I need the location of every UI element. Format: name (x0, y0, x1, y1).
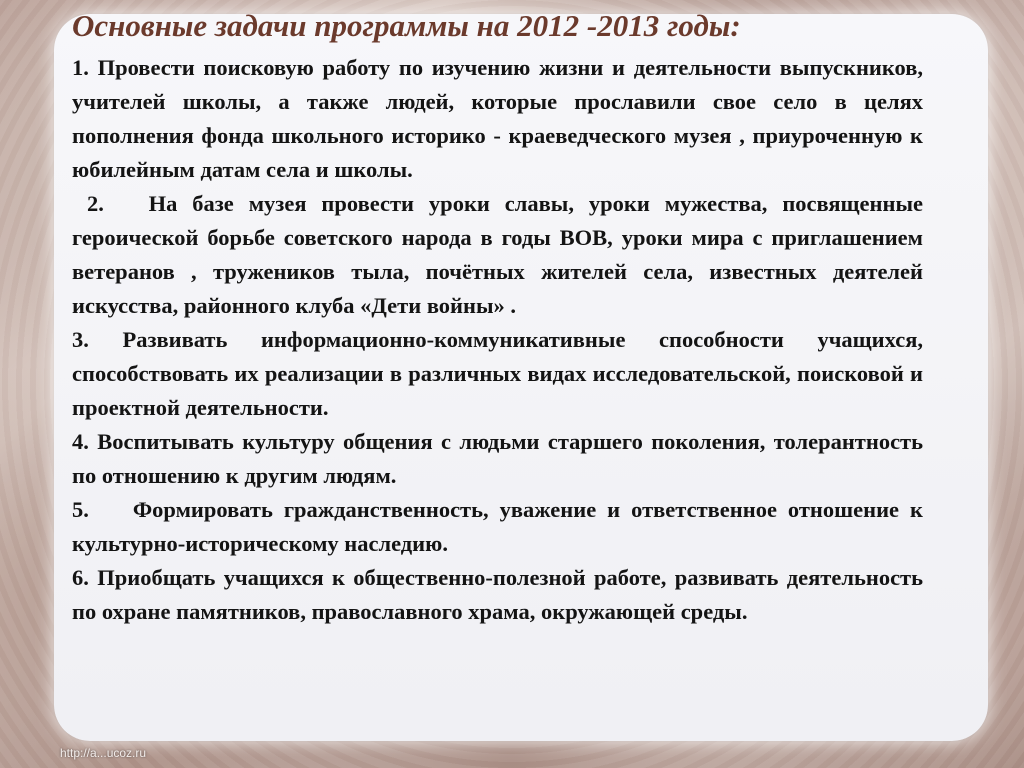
task-text: Приобщать учащихся к общественно-полезной работе, развивать деятельность по охране памятников, православного храма, окружающей среды. (72, 565, 924, 624)
task-item-2 (72, 187, 923, 323)
task-item-6 (72, 561, 923, 629)
task-number: 2. (86, 191, 104, 216)
task-text: Воспитывать культуру общения с людьми старшего поколения, толерантность по отношению к другим людям. (72, 429, 924, 488)
task-text: Развивать информационно-коммуникативные способности учащихся, способствовать их реализации в различных видах исследовательской, поисковой и проектной деятельности. (72, 327, 924, 420)
task-number: 4. (72, 429, 89, 454)
task-number: 6. (72, 565, 89, 590)
task-number: 3. (72, 327, 89, 352)
task-item-4 (72, 425, 923, 493)
task-item-5 (72, 493, 923, 561)
task-text: На базе музея провести уроки славы, уроки мужества, посвященные героической борьбе советского народа в годы ВОВ, уроки мира с приглашением ветеранов , тружеников тыла, почётных жителей села, известных деятелей искусства, районного клуба «Дети войны» . (72, 191, 924, 318)
task-number: 5. (72, 497, 89, 522)
task-item-3 (72, 323, 923, 425)
task-number: 1. (72, 55, 89, 80)
task-list (72, 51, 923, 629)
task-text: Провести поисковую работу по изучению жизни и деятельности выпускников, учителей школы, а также людей, которые прославили свое село в целях пополнения фонда школьного историко - краеведческого музея , приуроченную к юбилейным датам села и школы. (72, 55, 924, 182)
task-item-1 (72, 51, 923, 187)
source-url: http://a...ucoz.ru (60, 746, 147, 760)
slide-title: Основные задачи программы на 2012 -2013 годы: (72, 8, 741, 43)
task-text: Формировать гражданственность, уважение и ответственное отношение к культурно-историческому наследию. (72, 497, 923, 556)
